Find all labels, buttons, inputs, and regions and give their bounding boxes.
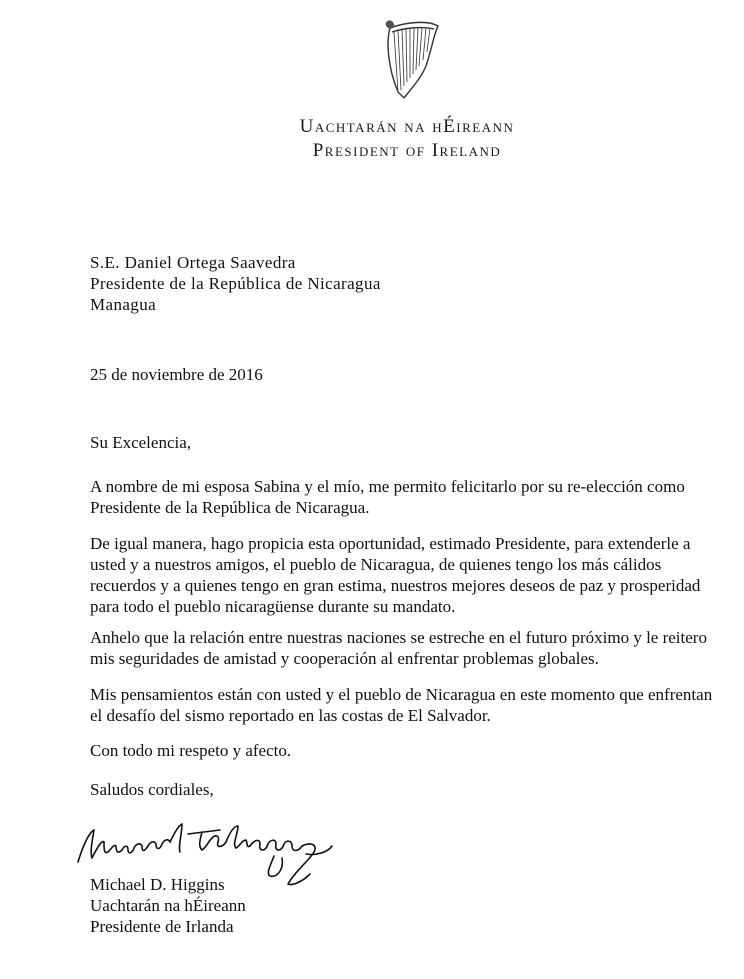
recipient-address	[90, 252, 381, 315]
letter-date: 25 de noviembre de 2016	[90, 365, 263, 384]
signatory-title-spanish: Presidente de Irlanda	[90, 917, 234, 936]
letterhead-title-irish: Uachtarán na hÉireann	[299, 116, 515, 137]
closing-salutation: Saludos cordiales,	[90, 780, 214, 799]
signatory-name: Michael D. Higgins	[90, 875, 225, 894]
letterhead-title-english: President of Ireland	[312, 140, 502, 161]
body-paragraph: Anhelo que la relación entre nuestras naciones se estreche en el futuro próximo y le reitero mis seguridades de amistad y cooperación al enfrentar problemas globales.	[90, 628, 707, 668]
closing-line: Con todo mi respeto y afecto.	[90, 741, 292, 760]
recipient-name: S.E. Daniel Ortega Saavedra	[90, 253, 296, 272]
signatory-title-irish: Uachtarán na hÉireann	[90, 896, 246, 915]
body-paragraph: A nombre de mi esposa Sabina y el mío, me permito felicitarlo por su re-elección como Presidente de la República de Nicaragua.	[90, 477, 685, 517]
harp-icon	[376, 18, 446, 100]
recipient-city: Managua	[90, 295, 157, 314]
salutation: Su Excelencia,	[90, 433, 192, 452]
body-paragraph: Mis pensamientos están con usted y el pueblo de Nicaragua en este momento que enfrentan el desafío del sismo reportado en las costas de El Salvador.	[90, 685, 713, 725]
recipient-title: Presidente de la República de Nicaragua	[90, 274, 381, 293]
body-paragraph: De igual manera, hago propicia esta oportunidad, estimado Presidente, para extenderle a usted y a nuestros amigos, el pueblo de Nicaragua, de quienes tengo los más cálidos recuerdos y a quienes tengo en gran estima, nuestros mejores deseos de paz y prosperidad para todo el pueblo nicaragüense durante su mandato.	[90, 534, 701, 616]
signatory-block	[90, 874, 246, 937]
